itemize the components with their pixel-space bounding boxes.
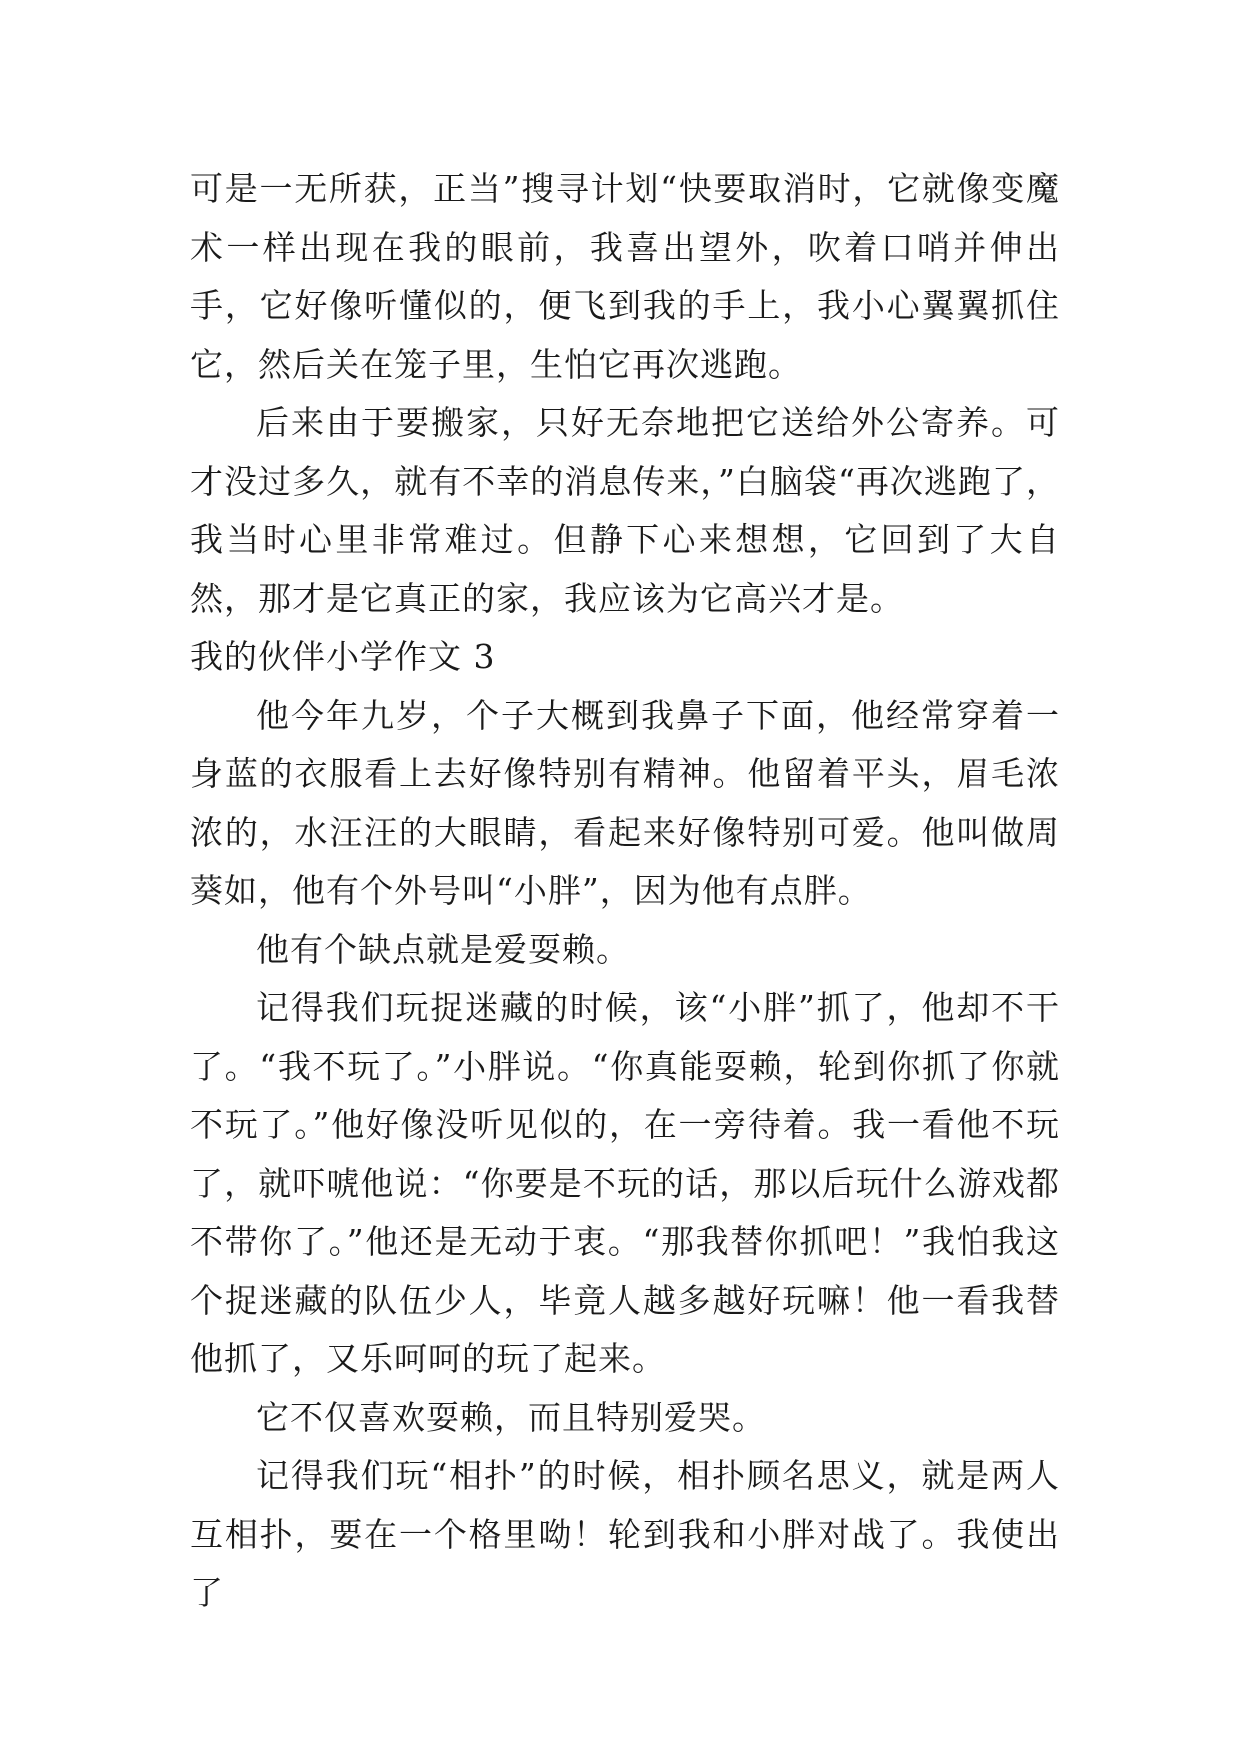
document-body [190,160,1060,1623]
paragraph-3: 他今年九岁，个子大概到我鼻子下面，他经常穿着一身蓝的衣服看上去好像特别有精神。他留着平头，眉毛浓浓的，水汪汪的大眼睛，看起来好像特别可爱。他叫做周葵如，他有个外号叫“小胖”，因为他有点胖。 [190,695,1060,910]
paragraph-4: 他有个缺点就是爱耍赖。 [256,929,630,969]
paragraph-6: 它不仅喜欢耍赖，而且特别爱哭。 [256,1397,766,1437]
section-heading: 我的伙伴小学作文 3 [190,637,496,676]
paragraph-7: 记得我们玩“相扑”的时候，相扑顾名思义，就是两人互相扑，要在一个格里呦！轮到我和小胖对战了。我使出了 [190,1456,1060,1612]
paragraph-2: 后来由于要搬家，只好无奈地把它送给外公寄养。可才没过多久，就有不幸的消息传来，”白脑袋“再次逃跑了，我当时心里非常难过。但静下心来想想，它回到了大自然，那才是它真正的家，我应该为它高兴才是。 [190,403,1060,618]
paragraph-5: 记得我们玩捉迷藏的时候，该“小胖”抓了，他却不干了。“我不玩了。”小胖说。“你真能耍赖，轮到你抓了你就不玩了。”他好像没听见似的，在一旁待着。我一看他不玩了，就吓唬他说：“你要是不玩的话，那以后玩什么游戏都不带你了。”他还是无动于衷。“那我替你抓吧！”我怕我这个捉迷藏的队伍少人，毕竟人越多越好玩嘛！他一看我替他抓了，又乐呵呵的玩了起来。 [190,988,1060,1378]
paragraph-1: 可是一无所获，正当”搜寻计划“快要取消时，它就像变魔术一样出现在我的眼前，我喜出望外，吹着口哨并伸出手，它好像听懂似的，便飞到我的手上，我小心翼翼抓住它，然后关在笼子里，生怕它再次逃跑。 [190,169,1060,384]
